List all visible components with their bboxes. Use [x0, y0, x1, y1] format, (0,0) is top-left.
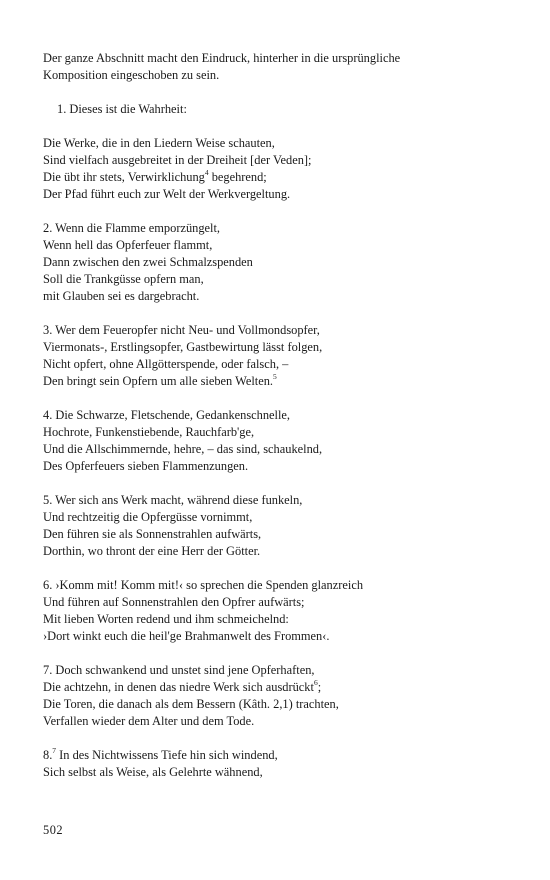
verse-line: Und rechtzeitig die Opfergüsse vornimmt, — [43, 510, 253, 524]
verse-line: Die Werke, die in den Liedern Weise schauten, — [43, 136, 275, 150]
verse-text: Die übt ihr stets, Verwirklichung — [43, 170, 205, 184]
stanza-4 — [43, 407, 513, 475]
verse-line: Dorthin, wo thront der eine Herr der Götter. — [43, 544, 261, 558]
verse-line: Die Toren, die danach als dem Bessern (Kâth. 2,1) trachten, — [43, 697, 339, 711]
stanza-5 — [43, 492, 513, 560]
spacer — [43, 560, 513, 577]
verse-line: Sich selbst als Weise, als Gelehrte wähnend, — [43, 765, 263, 779]
page-body — [43, 50, 513, 781]
verse-line — [43, 373, 513, 390]
verse-text: Den bringt sein Opfern um alle sieben Welten. — [43, 374, 274, 388]
footnote-marker: 7 — [52, 745, 57, 755]
verse-text: begehrend; — [208, 170, 267, 184]
verse-line: 4. Die Schwarze, Fletschende, Gedankenschnelle, — [43, 408, 291, 422]
verse-line: Nicht opfert, ohne Allgötterspende, oder falsch, – — [43, 357, 289, 371]
spacer — [43, 475, 513, 492]
verse-text: In des Nichtwissens Tiefe hin sich windend, — [56, 748, 278, 762]
verse-line: Verfallen wieder dem Alter und dem Tode. — [43, 714, 255, 728]
section-heading: 1. Dieses ist die Wahrheit: — [57, 102, 187, 116]
spacer — [43, 730, 513, 747]
spacer — [43, 84, 513, 101]
verse-text: 8. — [43, 748, 53, 762]
verse-line: Wenn hell das Opferfeuer flammt, — [43, 238, 213, 252]
intro-line-1: Der ganze Abschnitt macht den Eindruck, hinterher in die ursprüngliche — [43, 51, 401, 65]
verse-line: 7. Doch schwankend und unstet sind jene Opferhaften, — [43, 663, 315, 677]
verse-line: Des Opferfeuers sieben Flammenzungen. — [43, 459, 249, 473]
stanza-8 — [43, 747, 513, 781]
verse-line: Der Pfad führt euch zur Welt der Werkvergeltung. — [43, 187, 291, 201]
verse-line: Und die Allschimmernde, hehre, – das sind, schaukelnd, — [43, 442, 323, 456]
footnote-marker: 5 — [273, 371, 277, 381]
verse-line: 6. ›Komm mit! Komm mit!‹ so sprechen die Spenden glanzreich — [43, 578, 364, 592]
stanza-3 — [43, 322, 513, 390]
footnote-marker: 6 — [313, 677, 318, 687]
stanza-1 — [43, 135, 513, 203]
intro-line-2: Komposition eingeschoben zu sein. — [43, 68, 220, 82]
verse-line: Viermonats-, Erstlingsopfer, Gastbewirtung lässt folgen, — [43, 340, 323, 354]
stanza-6 — [43, 577, 513, 645]
verse-line: 2. Wenn die Flamme emporzüngelt, — [43, 221, 221, 235]
verse-line — [43, 747, 513, 764]
spacer — [43, 305, 513, 322]
spacer — [43, 118, 513, 135]
spacer — [43, 203, 513, 220]
stanza-2 — [43, 220, 513, 305]
verse-line: 3. Wer dem Feueropfer nicht Neu- und Vollmondsopfer, — [43, 323, 320, 337]
stanza-7 — [43, 662, 513, 730]
verse-line: Und führen auf Sonnenstrahlen den Opfrer aufwärts; — [43, 595, 305, 609]
page-number: 502 — [43, 823, 64, 837]
verse-line: mit Glauben sei es dargebracht. — [43, 289, 200, 303]
spacer — [43, 645, 513, 662]
verse-line — [43, 169, 513, 186]
verse-line: Sind vielfach ausgebreitet in der Dreiheit [der Veden]; — [43, 153, 312, 167]
verse-line: Hochrote, Funkenstiebende, Rauchfarb'ge, — [43, 425, 255, 439]
spacer — [43, 390, 513, 407]
verse-text: ; — [317, 680, 322, 694]
verse-line: Dann zwischen den zwei Schmalzspenden — [43, 255, 253, 269]
verse-line: Mit lieben Worten redend und ihm schmeichelnd: — [43, 612, 289, 626]
verse-line — [43, 679, 513, 696]
verse-line: 5. Wer sich ans Werk macht, während diese funkeln, — [43, 493, 303, 507]
footnote-marker: 4 — [204, 167, 209, 177]
verse-line: Den führen sie als Sonnenstrahlen aufwärts, — [43, 527, 262, 541]
verse-text: Die achtzehn, in denen das niedre Werk sich ausdrückt — [43, 680, 314, 694]
verse-line: Soll die Trankgüsse opfern man, — [43, 272, 204, 286]
verse-line: ›Dort winkt euch die heil'ge Brahmanwelt des Frommen‹. — [43, 629, 330, 643]
